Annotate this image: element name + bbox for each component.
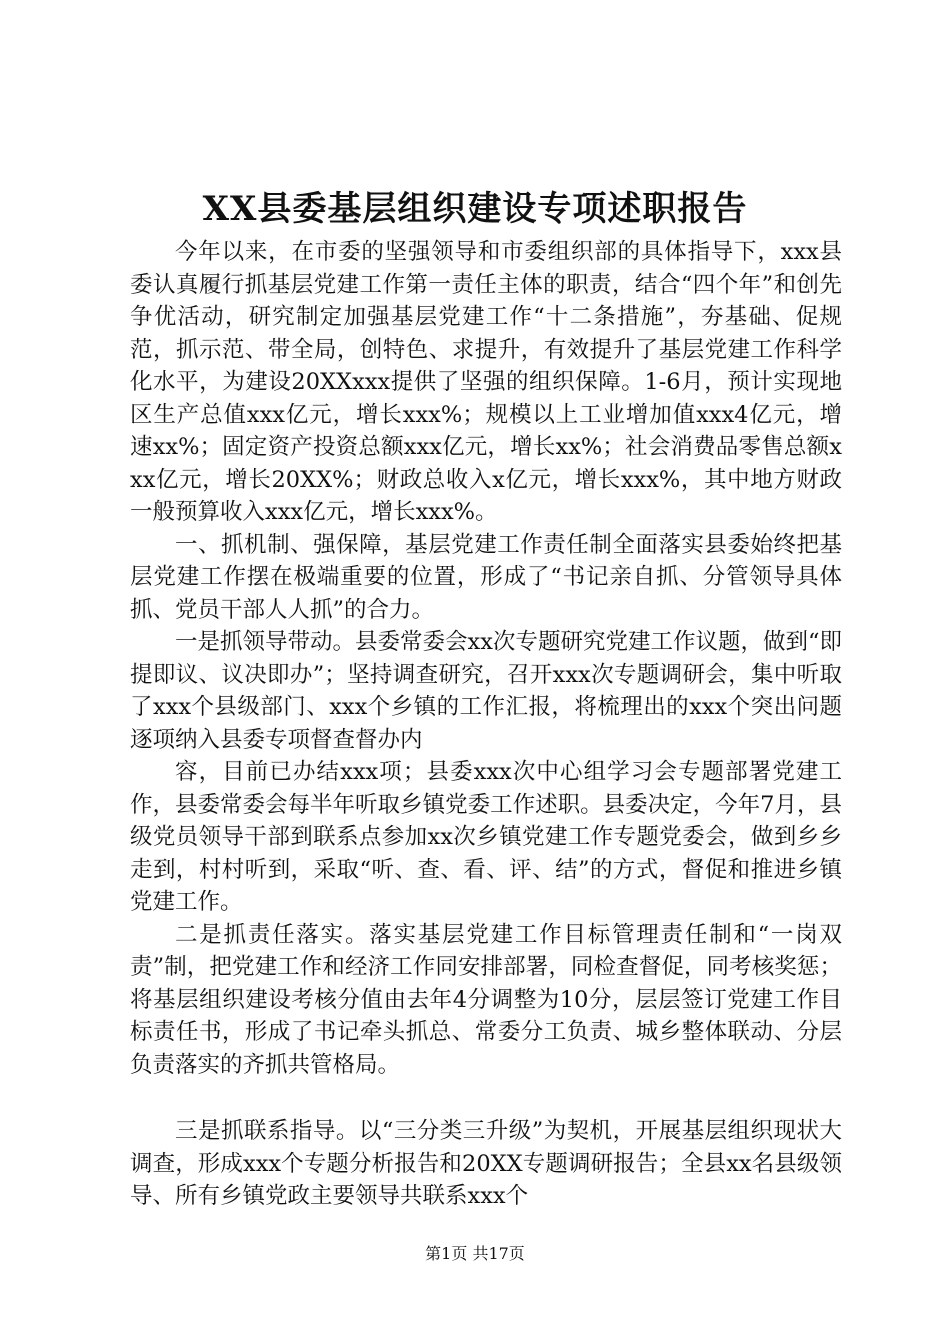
document-body <box>130 236 842 1213</box>
paragraph-responsibility: 二是抓责任落实。落实基层党建工作目标管理责任制和“一岗双责”制，把党建工作和经济工作同安排部署，同检查督促，同考核奖惩；将基层组织建设考核分值由去年4分调整为10分，层层签订党建工作目标责任书，形成了书记牵头抓总、常委分工负责、城乡整体联动、分层负责落实的齐抓共管格局。 <box>130 921 842 1078</box>
document-title: XX县委基层组织建设专项述职报告 <box>202 189 748 229</box>
paragraph-leadership-continued: 容，目前已办结xxx项；县委xxx次中心组学习会专题部署党建工作，县委常委会每半年听取乡镇党委工作述职。县委决定，今年7月，县级党员领导干部到联系点参加xx次乡镇党建工作专题党委会，做到乡乡走到，村村听到，采取“听、查、看、评、结”的方式，督促和推进乡镇党建工作。 <box>130 759 842 915</box>
paragraph-leadership: 一是抓领导带动。县委常委会xx次专题研究党建工作议题，做到“即提即议、议决即办”；坚持调查研究，召开xxx次专题调研会，集中听取了xxx个县级部门、xxx个乡镇的工作汇报，将梳理出的xxx个突出问题逐项纳入县委专项督查督办内 <box>130 629 842 753</box>
paragraph-section-one: 一、抓机制、强保障，基层党建工作责任制全面落实县委始终把基层党建工作摆在极端重要的位置，形成了“书记亲自抓、分管领导具体抓、党员干部人人抓”的合力。 <box>130 531 842 623</box>
page-number-footer: 第1页 共17页 <box>425 1244 525 1263</box>
paragraph-liaison: 三是抓联系指导。以“三分类三升级”为契机，开展基层组织现状大调查，形成xxx个专题分析报告和20XX专题调研报告；全县xx名县级领导、所有乡镇党政主要领导共联系xxx个 <box>130 1118 842 1209</box>
paragraph-intro: 今年以来，在市委的坚强领导和市委组织部的具体指导下，xxx县委认真履行抓基层党建工作第一责任主体的职责，结合“四个年”和创先争优活动，研究制定加强基层党建工作“十二条措施”，夯基础、促规范，抓示范、带全局，创特色、求提升，有效提升了基层党建工作科学化水平，为建设20XXxxx提供了坚强的组织保障。1-6月，预计实现地区生产总值xxx亿元，增长xxx%；规模以上工业增加值xxx4亿元，增速xx%；固定资产投资总额xxx亿元，增长xx%；社会消费品零售总额xxx亿元，增长20XX%；财政总收入x亿元，增长xxx%，其中地方财政一般预算收入xxx亿元，增长xxx%。 <box>130 239 842 525</box>
